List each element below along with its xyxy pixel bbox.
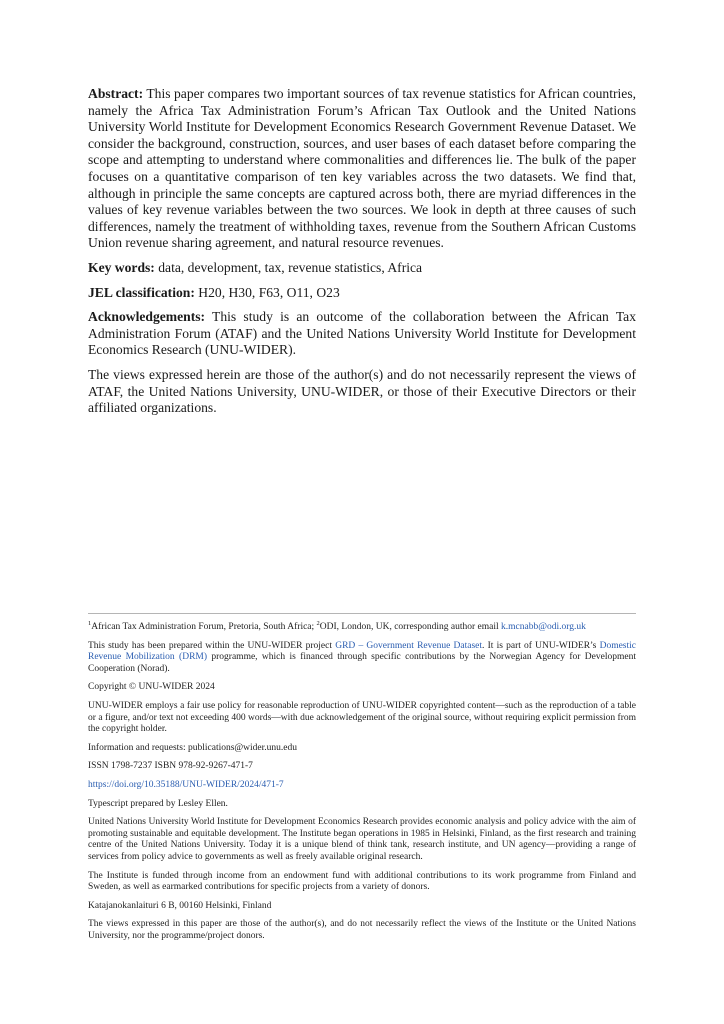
acknowledgements-label: Acknowledgements: <box>88 309 206 325</box>
issn-isbn: ISSN 1798-7237 ISBN 978-92-9267-471-7 <box>88 761 253 772</box>
affil-2-mark: 2 <box>316 619 320 627</box>
copyright: Copyright © UNU-WIDER 2024 <box>88 682 215 693</box>
address: Katajanokanlaituri 6 B, 00160 Helsinki, Finland <box>88 900 272 911</box>
doi-link[interactable]: https://doi.org/10.35188/UNU-WIDER/2024/471-7 <box>88 779 284 790</box>
disclaimer: The views expressed in this paper are those of the author(s), and do not necessarily reflect the views of the Institute or the United Nations University, nor the programme/project donors. <box>88 919 636 941</box>
footnotes <box>88 613 636 949</box>
programme-link[interactable]: Domestic Revenue Mobilization (DRM) <box>88 640 637 663</box>
keywords-text: data, development, tax, revenue statistics, Africa <box>158 259 423 275</box>
affil-1: African Tax Administration Forum, Pretoria, South Africa; <box>91 622 315 632</box>
project-mid: . It is part of UNU-WIDER’s <box>482 640 597 651</box>
abstract-label: Abstract: <box>88 86 144 101</box>
project-link[interactable]: GRD – Government Revenue Dataset <box>335 640 482 651</box>
abstract-text: This paper compares two important sources of tax revenue statistics for African countries, namely the Africa Tax Administration Forum’s African Tax Outlook and the United Nations University World Institute for Development Economics Research Government Revenue Dataset. We consider the background, construction, sources, and user bases of each dataset before comparing the scope and attempting to understand where commonalities and differences lie. The bulk of the paper focuses on a quantitative comparison of ten key variables across the two datasets. We find that, although in principle the same concepts are captured across both, there are myriad differences in the values of key revenue variables between the two sources. We look in depth at three causes of such differences, namely the treatment of withholding taxes, revenue from the Southern African Customs Union revenue sharing agreement, and natural resource revenues. <box>88 86 637 251</box>
abstract-paragraph <box>88 86 636 252</box>
views-paragraph: The views expressed herein are those of the author(s) and do not necessarily represent the views of ATAF, the United Nations University, UNU-WIDER, or those of their Executive Directors or their affiliated organizations. <box>88 366 636 416</box>
acknowledgements-paragraph <box>88 309 636 359</box>
keywords-label: Key words: <box>88 259 155 275</box>
jel-text: H20, H30, F63, O11, O23 <box>198 284 340 300</box>
fair-use-policy: UNU-WIDER employs a fair use policy for reasonable reproduction of UNU-WIDER copyrighted content—such as the reproduction of a table or a figure, and/or text not exceeding 400 words—with due acknowledgement of the original source, without requiring explicit permission from the copyright holder. <box>88 700 636 735</box>
affil-1-mark: 1 <box>88 619 92 627</box>
affiliations <box>88 619 636 634</box>
project-note <box>88 641 636 676</box>
typescript-credit: Typescript prepared by Lesley Ellen. <box>88 798 228 809</box>
jel-label: JEL classification: <box>88 284 195 300</box>
affil-2: ODI, London, UK, corresponding author email <box>319 622 499 632</box>
information-requests: Information and requests: publications@wider.unu.edu <box>88 742 297 753</box>
jel-paragraph <box>88 285 636 302</box>
acknowledgements-text: This study is an outcome of the collaboration between the African Tax Administration Forum (ATAF) and the United Nations University World Institute for Development Economics Research (UNU-WIDER). <box>88 309 636 358</box>
front-matter <box>88 86 636 425</box>
project-pre: This study has been prepared within the UNU-WIDER project <box>88 640 332 651</box>
keywords-paragraph <box>88 260 636 277</box>
institute-description: United Nations University World Institute for Development Economics Research provides economic analysis and policy advice with the aim of promoting sustainable and equitable development. The Institute began operations in 1985 in Helsinki, Finland, as the first research and training centre of the United Nations University. Today it is a unique blend of think tank, research institute, and UN agency—providing a range of services from policy advice to governments as well as freely available original research. <box>88 817 636 862</box>
programme-post: programme, which is financed through specific contributions by the Norwegian Agency for Development Cooperation (Norad). <box>88 652 636 674</box>
email-link[interactable]: k.mcnabb@odi.org.uk <box>501 622 586 632</box>
funding-note: The Institute is funded through income from an endowment fund with additional contributions to its work programme from Finland and Sweden, as well as earmarked contributions for specific projects from a variety of donors. <box>88 870 636 893</box>
